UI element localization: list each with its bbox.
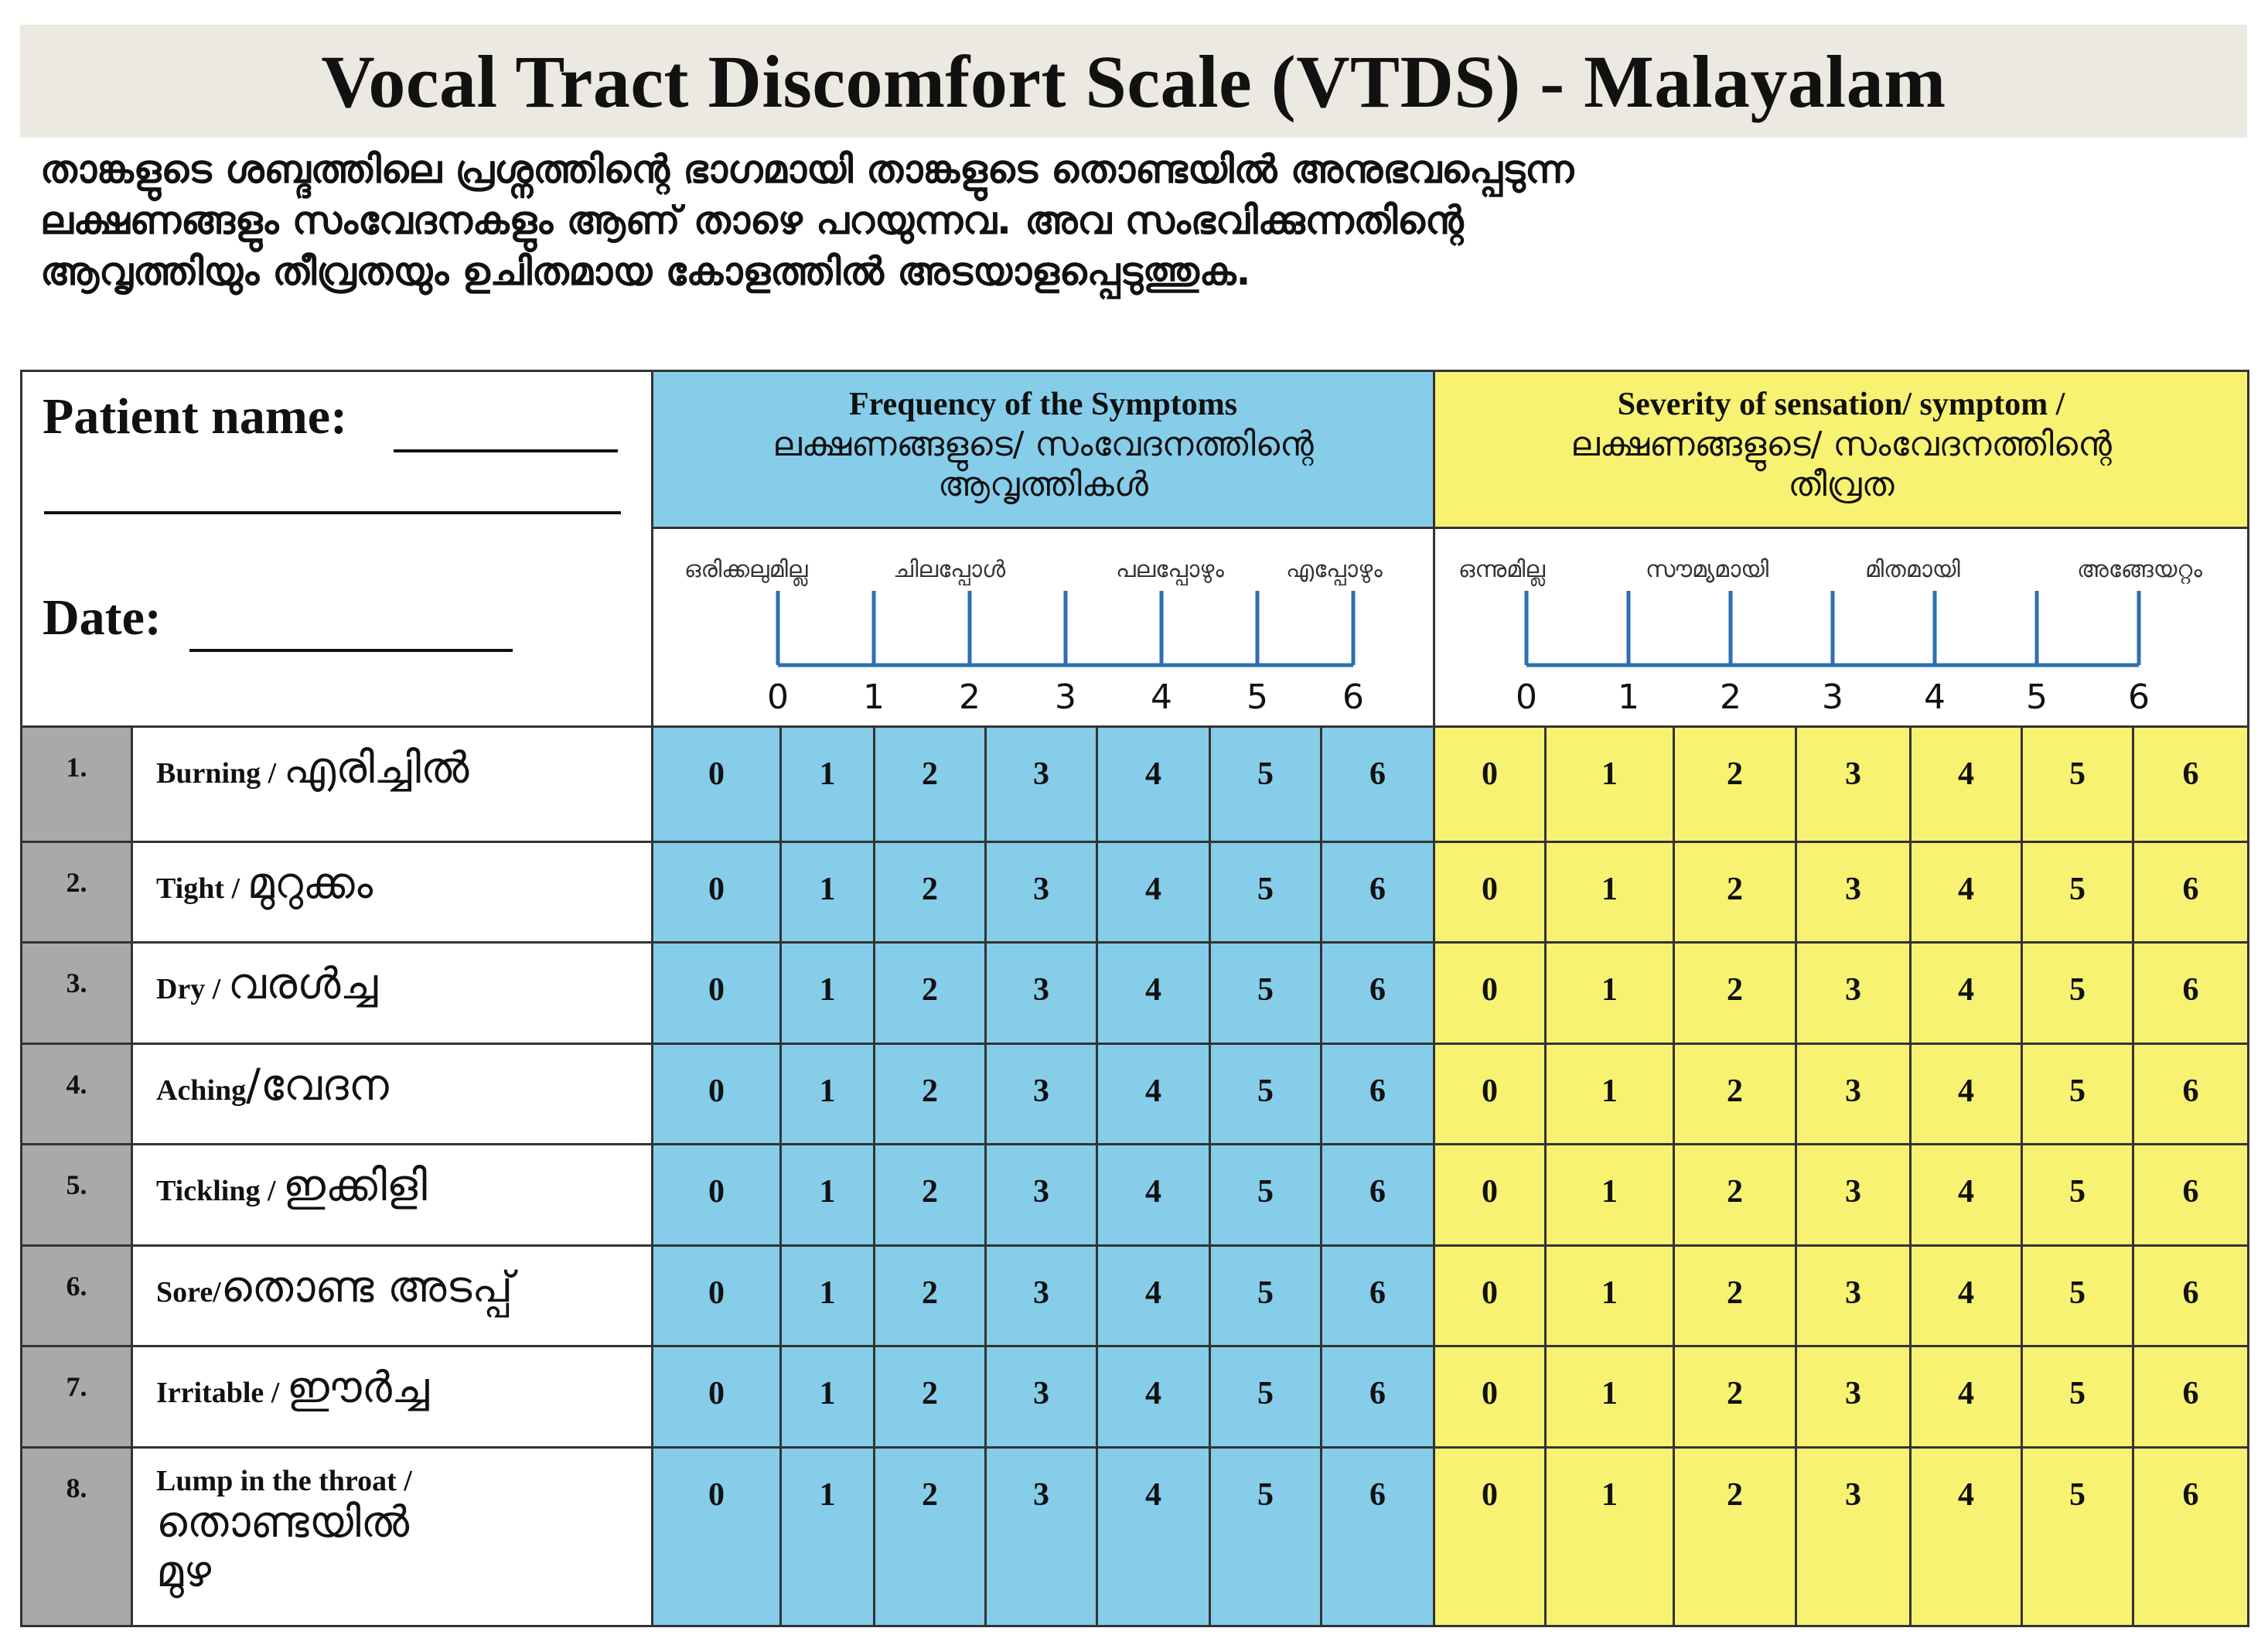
frequency-score-option[interactable]: 4 [1097,943,1210,1044]
symptom-en: Burning / [156,756,284,790]
severity-score-option[interactable]: 4 [1911,841,2022,943]
frequency-score-option[interactable]: 2 [875,1043,986,1145]
frequency-score-option[interactable]: 3 [986,726,1097,841]
date-label: Date: [43,589,162,646]
severity-score-option[interactable]: 0 [1434,726,1546,841]
frequency-score-option[interactable]: 6 [1322,841,1434,943]
item-number: 4. [22,1043,132,1145]
severity-scale-graphic [1435,529,2249,727]
symptom-row [22,943,2249,1044]
severity-score-option[interactable]: 0 [1434,841,1546,943]
severity-scale [1434,527,2249,726]
severity-tick-label: 0 [1516,677,1538,717]
severity-header [1434,371,2249,528]
patient-info-cell [22,371,653,727]
severity-score-option[interactable]: 2 [1674,1346,1796,1448]
severity-score-option[interactable]: 5 [2022,726,2133,841]
symptom-label [132,943,653,1044]
frequency-score-option[interactable]: 3 [986,943,1097,1044]
severity-score-option[interactable]: 4 [1911,1145,2022,1246]
frequency-score-option[interactable]: 3 [986,1245,1097,1346]
instructions [40,144,2236,297]
symptom-label [132,1145,653,1246]
frequency-score-option[interactable]: 5 [1210,726,1322,841]
frequency-score-option[interactable]: 2 [875,1346,986,1448]
frequency-anchor-0: ഒരിക്കലുമില്ല [684,555,808,583]
severity-score-option[interactable]: 3 [1796,841,1911,943]
frequency-score-option[interactable]: 3 [986,1145,1097,1246]
symptom-label [132,1346,653,1448]
frequency-score-option[interactable]: 1 [781,841,875,943]
severity-title-ml-2: തീവ്രത [1788,465,1895,504]
frequency-score-option[interactable]: 4 [1097,841,1210,943]
frequency-tick-label: 3 [1055,677,1076,717]
frequency-score-option[interactable]: 6 [1322,1346,1434,1448]
severity-score-option[interactable]: 6 [2133,943,2249,1044]
severity-score-option[interactable]: 6 [2133,1145,2249,1246]
item-number: 1. [22,726,132,841]
symptom-row [22,1145,2249,1246]
frequency-score-option[interactable]: 6 [1322,1245,1434,1346]
severity-anchor-1: സൗമ്യമായി [1646,555,1769,583]
frequency-score-option[interactable]: 2 [875,1447,986,1626]
severity-score-option[interactable]: 2 [1674,943,1796,1044]
symptom-row [22,1043,2249,1145]
severity-score-option[interactable]: 4 [1911,726,2022,841]
severity-title-en: Severity of sensation/ symptom / [1617,387,2065,422]
frequency-score-option[interactable]: 3 [986,841,1097,943]
frequency-score-option[interactable]: 1 [781,1447,875,1626]
frequency-score-option[interactable]: 0 [653,1245,781,1346]
frequency-tick-label: 1 [863,677,885,717]
severity-score-option[interactable]: 2 [1674,726,1796,841]
severity-score-option[interactable]: 6 [2133,1346,2249,1448]
severity-score-option[interactable]: 5 [2022,1447,2133,1626]
frequency-score-option[interactable]: 6 [1322,1447,1434,1626]
frequency-tick-label: 4 [1151,677,1172,717]
frequency-score-option[interactable]: 4 [1097,1043,1210,1145]
frequency-score-option[interactable]: 1 [781,1043,875,1145]
frequency-score-option[interactable]: 1 [781,943,875,1044]
severity-title-ml: ലക്ഷണങ്ങളുടെ/ സംവേദനത്തിന്റെ [1571,425,2112,464]
symptom-ml: മുറുക്കം [247,858,373,909]
symptom-ml: ഈർച്ച [286,1363,429,1414]
frequency-score-option[interactable]: 0 [653,1346,781,1448]
symptom-row [22,841,2249,943]
frequency-score-option[interactable]: 5 [1210,1145,1322,1246]
severity-score-option[interactable]: 4 [1911,1346,2022,1448]
symptom-label [132,1447,653,1626]
severity-score-option[interactable]: 5 [2022,1043,2133,1145]
symptom-en: Aching [156,1073,247,1107]
severity-score-option[interactable]: 3 [1796,1346,1911,1448]
severity-score-option[interactable]: 5 [2022,1346,2133,1448]
severity-score-option[interactable]: 1 [1546,1447,1674,1626]
severity-score-option[interactable]: 4 [1911,1447,2022,1626]
severity-score-option[interactable]: 1 [1546,943,1674,1044]
frequency-score-option[interactable]: 2 [875,1145,986,1246]
frequency-anchor-3: എപ്പോഴും [1286,555,1383,583]
symptom-row [22,726,2249,841]
severity-score-option[interactable]: 0 [1434,1043,1546,1145]
symptom-ml: തൊണ്ടയിൽ [156,1497,410,1548]
severity-score-option[interactable]: 6 [2133,841,2249,943]
symptom-ml: വരൾച്ച [227,959,378,1010]
severity-score-option[interactable]: 4 [1911,943,2022,1044]
severity-tick-label: 3 [1822,677,1844,717]
symptom-label [132,841,653,943]
frequency-score-option[interactable]: 3 [986,1043,1097,1145]
severity-score-option[interactable]: 4 [1911,1043,2022,1145]
symptom-ml: തൊണ്ട അടപ്പ് [220,1261,513,1312]
item-number: 8. [22,1447,132,1626]
frequency-score-option[interactable]: 2 [875,726,986,841]
frequency-score-option[interactable]: 3 [986,1447,1097,1626]
severity-score-option[interactable]: 1 [1546,841,1674,943]
frequency-header [653,371,1434,528]
frequency-score-option[interactable]: 1 [781,1245,875,1346]
instruction-line: താങ്കളുടെ ശബ്ദത്തിലെ പ്രശ്നത്തിന്റെ ഭാഗമായി താങ്കളുടെ തൊണ്ടയിൽ അനുഭവപ്പെടുന്ന [40,147,1574,192]
frequency-score-option[interactable]: 0 [653,841,781,943]
vtds-table [20,370,2249,1627]
severity-tick-label: 1 [1618,677,1640,717]
frequency-score-option[interactable]: 4 [1097,1447,1210,1626]
frequency-score-option[interactable]: 4 [1097,1145,1210,1246]
frequency-anchor-1: ചിലപ്പോൾ [893,555,1006,583]
frequency-score-option[interactable]: 5 [1210,1043,1322,1145]
frequency-score-option[interactable]: 1 [781,1145,875,1246]
severity-score-option[interactable]: 6 [2133,1447,2249,1626]
symptom-label [132,726,653,841]
frequency-scale [653,527,1434,726]
severity-anchor-0: ഒന്നുമില്ല [1458,555,1546,583]
item-number: 3. [22,943,132,1044]
patient-name-line-2[interactable] [44,511,621,514]
severity-score-option[interactable]: 0 [1434,1245,1546,1346]
symptom-en: Tight / [156,872,247,905]
severity-score-option[interactable]: 1 [1546,1245,1674,1346]
symptom-en: Lump in the throat / [156,1464,412,1497]
frequency-tick-label: 2 [959,677,981,717]
severity-score-option[interactable]: 5 [2022,1145,2133,1246]
severity-anchor-3: അങ്ങേയറ്റം [2077,555,2202,583]
severity-tick-label: 2 [1720,677,1742,717]
frequency-title-ml: ലക്ഷണങ്ങളുടെ/ സംവേദനത്തിന്റെ [772,425,1314,464]
frequency-score-option[interactable]: 0 [653,1447,781,1626]
severity-score-option[interactable]: 3 [1796,1245,1911,1346]
item-number: 6. [22,1245,132,1346]
item-number: 5. [22,1145,132,1246]
severity-score-option[interactable]: 1 [1546,1145,1674,1246]
severity-score-option[interactable]: 3 [1796,943,1911,1044]
title-bar [20,25,2247,138]
symptom-ml: /വേദന [246,1060,389,1111]
frequency-score-option[interactable]: 4 [1097,1346,1210,1448]
severity-score-option[interactable]: 1 [1546,1346,1674,1448]
severity-score-option[interactable]: 2 [1674,1145,1796,1246]
frequency-score-option[interactable]: 4 [1097,726,1210,841]
frequency-score-option[interactable]: 6 [1322,1043,1434,1145]
frequency-anchor-2: പലപ്പോഴും [1116,555,1224,583]
symptom-en: Irritable / [156,1377,287,1410]
symptom-label [132,1043,653,1145]
symptom-row [22,1447,2249,1626]
date-line[interactable] [189,649,513,652]
severity-score-option[interactable]: 3 [1796,1145,1911,1246]
severity-anchor-2: മിതമായി [1865,555,1960,583]
frequency-score-option[interactable]: 6 [1322,943,1434,1044]
page-title: Vocal Tract Discomfort Scale (VTDS) - Malayalam [321,39,1946,123]
frequency-score-option[interactable]: 5 [1210,1245,1322,1346]
symptom-en: Tickling / [156,1175,284,1208]
severity-score-option[interactable]: 2 [1674,1245,1796,1346]
frequency-score-option[interactable]: 0 [653,1145,781,1246]
severity-score-option[interactable]: 5 [2022,841,2133,943]
severity-score-option[interactable]: 0 [1434,1145,1546,1246]
symptom-label [132,1245,653,1346]
severity-score-option[interactable]: 2 [1674,1447,1796,1626]
frequency-score-option[interactable]: 2 [875,1245,986,1346]
symptom-en: Dry / [156,973,228,1006]
instruction-line: ലക്ഷണങ്ങളും സംവേദനകളും ആണ് താഴെ പറയുന്നവ. അവ സംഭവിക്കുന്നതിന്റെ [40,198,1464,243]
symptom-row [22,1245,2249,1346]
severity-score-option[interactable]: 1 [1546,1043,1674,1145]
severity-tick-label: 5 [2026,677,2048,717]
frequency-score-option[interactable]: 5 [1210,1447,1322,1626]
severity-tick-label: 6 [2128,677,2150,717]
patient-name-line[interactable] [394,449,618,452]
frequency-tick-label: 6 [1342,677,1364,717]
severity-score-option[interactable]: 6 [2133,1043,2249,1145]
severity-score-option[interactable]: 2 [1674,841,1796,943]
severity-score-option[interactable]: 3 [1796,1043,1911,1145]
frequency-score-option[interactable]: 0 [653,726,781,841]
frequency-score-option[interactable]: 4 [1097,1245,1210,1346]
item-number: 2. [22,841,132,943]
frequency-score-option[interactable]: 3 [986,1346,1097,1448]
severity-score-option[interactable]: 1 [1546,726,1674,841]
item-number: 7. [22,1346,132,1448]
frequency-score-option[interactable]: 6 [1322,1145,1434,1246]
frequency-score-option[interactable]: 0 [653,943,781,1044]
frequency-score-option[interactable]: 5 [1210,1346,1322,1448]
severity-score-option[interactable]: 5 [2022,943,2133,1044]
severity-score-option[interactable]: 2 [1674,1043,1796,1145]
severity-tick-label: 4 [1924,677,1946,717]
severity-score-option[interactable]: 6 [2133,726,2249,841]
frequency-scale-graphic [653,529,1434,727]
severity-score-option[interactable]: 4 [1911,1245,2022,1346]
frequency-score-option[interactable]: 5 [1210,943,1322,1044]
frequency-score-option[interactable]: 1 [781,1346,875,1448]
patient-name-label: Patient name: [43,388,348,445]
frequency-score-option[interactable]: 2 [875,841,986,943]
frequency-score-option[interactable]: 0 [653,1043,781,1145]
symptom-ml: എരിച്ചിൽ [283,742,469,793]
severity-score-option[interactable]: 3 [1796,726,1911,841]
frequency-score-option[interactable]: 6 [1322,726,1434,841]
severity-score-option[interactable]: 0 [1434,1447,1546,1626]
symptom-ml: ഇക്കിളി [283,1161,428,1212]
frequency-tick-label: 0 [767,677,789,717]
frequency-score-option[interactable]: 2 [875,943,986,1044]
symptom-ml: മുഴ [156,1546,212,1597]
frequency-score-option[interactable]: 1 [781,726,875,841]
severity-score-option[interactable]: 3 [1796,1447,1911,1626]
symptom-row [22,1346,2249,1448]
severity-score-option[interactable]: 5 [2022,1245,2133,1346]
frequency-tick-label: 5 [1247,677,1268,717]
frequency-title-ml-2: ആവൃത്തികൾ [938,465,1148,504]
symptom-en: Sore/ [156,1275,221,1309]
frequency-title-en: Frequency of the Symptoms [849,387,1238,422]
severity-score-option[interactable]: 0 [1434,943,1546,1044]
severity-score-option[interactable]: 6 [2133,1245,2249,1346]
frequency-score-option[interactable]: 5 [1210,841,1322,943]
instruction-line: ആവൃത്തിയും തീവ്രതയും ഉചിതമായ കോളത്തിൽ അടയാളപ്പെടുത്തുക. [40,249,1251,294]
severity-score-option[interactable]: 0 [1434,1346,1546,1448]
